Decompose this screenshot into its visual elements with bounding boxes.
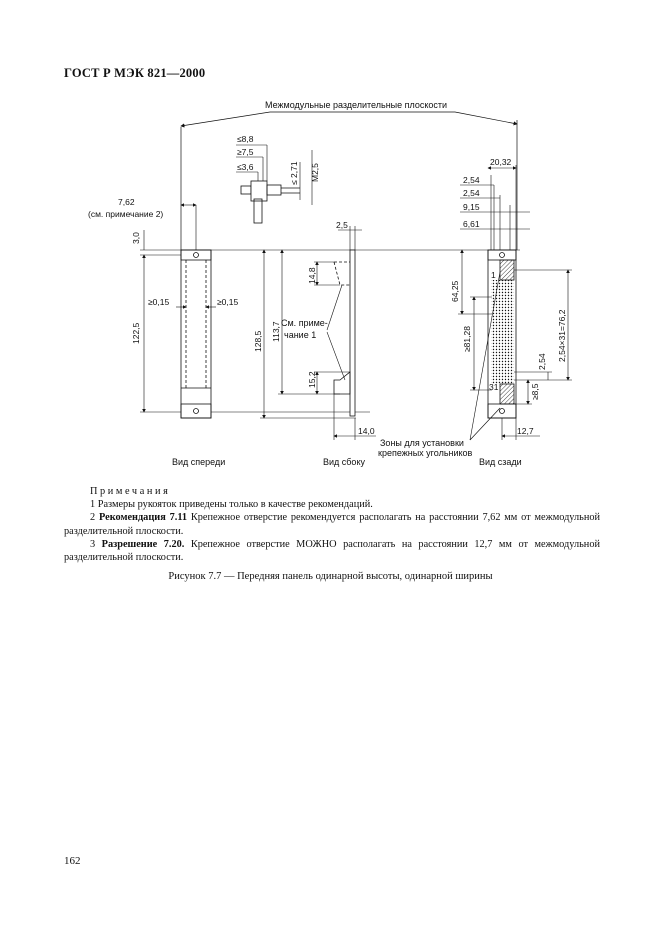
dim-3-6: ≤3,6 (237, 162, 254, 172)
document-header: ГОСТ Р МЭК 821—2000 (64, 66, 206, 80)
dim-0-15-left: ≥0,15 (148, 297, 170, 307)
dim-9-15: 9,15 (463, 202, 480, 212)
dim-7-5: ≥7,5 (237, 147, 254, 157)
side-note-line2: чание 1 (284, 330, 317, 340)
dim-76-2: 2,54×31=76,2 (557, 309, 567, 362)
dim-m2-5: M2,5 (310, 163, 320, 182)
page-number: 162 (64, 855, 81, 867)
notes-title: Примечания (90, 486, 171, 497)
dim-113-7: 113,7 (271, 321, 281, 342)
dim-8-8: ≤8,8 (237, 134, 254, 144)
figure-caption: Рисунок 7.7 — Передняя панель одинарной высоты, одинарной ширины (168, 571, 493, 582)
dim-2-54-c: 2,54 (537, 353, 547, 370)
dim-2-54-b: 2,54 (463, 188, 480, 198)
rear-view-label: Вид сзади (479, 457, 522, 467)
note-3-bold: Разрешение 7.20. (101, 538, 185, 550)
dim-6-61: 6,61 (463, 219, 480, 229)
side-note-line1: См. приме- (281, 318, 328, 328)
dim-20-32: 20,32 (490, 157, 512, 167)
dim-2-54-a: 2,54 (463, 175, 480, 185)
note-3: 3 Разрешение 7.20. Крепежное отверстие МОЖНО располагать на расстоянии 12,7 мм от межмодульной разделительной плоскости. (64, 538, 600, 564)
note-2: 2 Рекомендация 7.11 Крепежное отверстие рекомендуется располагать на расстоянии 7,62 мм от межмодульной разделительной плоскости. (64, 512, 601, 537)
pin-1-label: 1 (491, 270, 496, 280)
note-2-bold: Рекомендация 7.11 (98, 512, 188, 524)
dim-12-7: 12,7 (517, 426, 534, 436)
dim-7-62-note: (см. примечание 2) (88, 209, 164, 219)
top-label: Межмодульные разделительные плоскости (265, 100, 448, 110)
dim-122-5: 122,5 (131, 322, 141, 344)
dim-8-5: ≥8,5 (530, 383, 540, 400)
zones-label-line2: крепежных угольников (378, 448, 473, 458)
notes-block (64, 485, 600, 564)
dim-14-0: 14,0 (358, 426, 375, 436)
dim-14-8: 14,8 (307, 267, 317, 284)
dim-2-5: 2,5 (336, 220, 348, 230)
front-view (140, 205, 520, 418)
dim-2-71: ≤ 2,71 (289, 161, 299, 185)
zones-label-line1: Зоны для установки (380, 438, 464, 448)
front-view-label: Вид спереди (172, 457, 226, 467)
dim-15-2: 15,2 (307, 371, 317, 388)
note-1: 1 Размеры рукояток приведены только в качестве рекомендаций. (90, 499, 373, 511)
dim-7-62: 7,62 (118, 197, 135, 207)
dim-128-5: 128,5 (253, 330, 263, 352)
dim-64-25: 64,25 (450, 280, 460, 302)
dim-3-0: 3,0 (131, 232, 141, 244)
dim-81-28: ≥81,28 (462, 326, 472, 352)
side-view-label: Вид сбоку (323, 457, 365, 467)
dim-0-15-right: ≥0,15 (217, 297, 239, 307)
pin-31-label: 31 (489, 382, 499, 392)
